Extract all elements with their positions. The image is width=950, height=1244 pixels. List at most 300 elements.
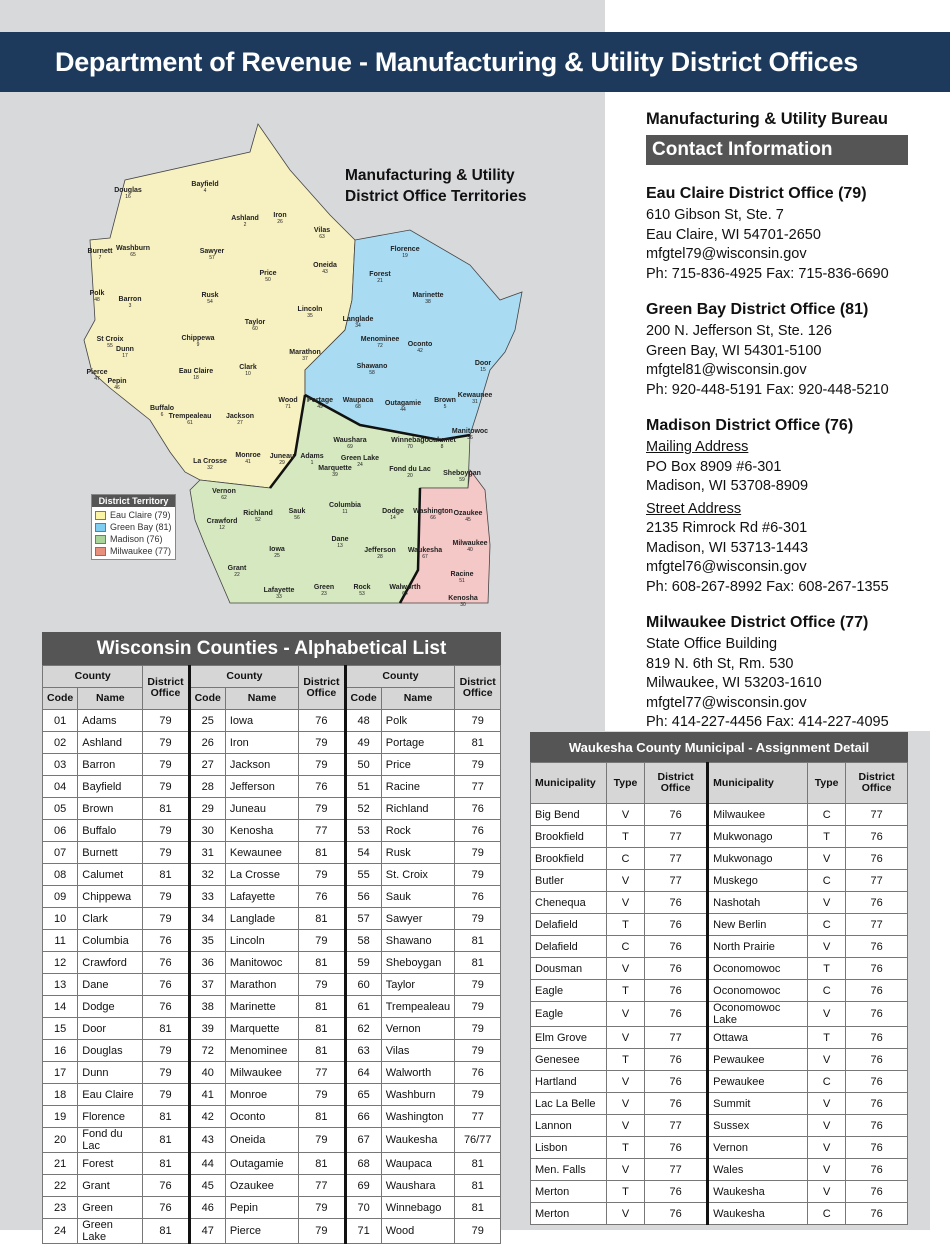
- county-code: 58: [345, 930, 381, 952]
- county-district-office: 81: [299, 842, 345, 864]
- county-code: 63: [345, 1040, 381, 1062]
- municipality-type: V: [607, 1115, 645, 1137]
- map-county-label: [382, 508, 404, 522]
- county-label-code: 72: [377, 343, 383, 349]
- table-row: [43, 1153, 501, 1175]
- map-county-label: [191, 181, 218, 195]
- table-row: [43, 1106, 501, 1128]
- county-name: Ashland: [78, 732, 143, 754]
- table-row: [43, 842, 501, 864]
- county-code: 27: [189, 754, 225, 776]
- map-county-label: [408, 547, 442, 561]
- county-code: 41: [189, 1084, 225, 1106]
- municipality-name: Delafield: [531, 914, 607, 936]
- map-county-label: [269, 546, 285, 560]
- county-label-name: Milwaukee: [452, 540, 488, 547]
- municipality-name: Pewaukee: [708, 1071, 808, 1093]
- county-name: Chippewa: [78, 886, 143, 908]
- map-county-label: [385, 400, 421, 414]
- office-label: Office: [861, 782, 892, 794]
- municipality-district-office: 76: [846, 1115, 908, 1137]
- county-label-code: 12: [219, 525, 225, 531]
- county-label-name: Adams: [300, 453, 324, 460]
- map-county-label: [357, 363, 388, 377]
- county-code: 61: [345, 996, 381, 1018]
- office-label: Office: [150, 686, 181, 699]
- county-label-code: 34: [355, 323, 361, 329]
- county-label-name: Crawford: [206, 518, 238, 525]
- waukesha-table: [530, 762, 908, 1225]
- county-name: Dunn: [78, 1062, 143, 1084]
- county-district-office: 79: [455, 1219, 501, 1244]
- office-contact-line: Ph: 608-267-8992 Fax: 608-267-1355: [646, 578, 889, 595]
- map-county-label: [314, 584, 334, 598]
- county-code: 59: [345, 952, 381, 974]
- county-district-office: 79: [299, 1128, 345, 1153]
- municipality-name: Men. Falls: [531, 1159, 607, 1181]
- table-row: [43, 1197, 501, 1219]
- county-district-office: 79: [455, 1084, 501, 1106]
- map-county-label: [207, 518, 238, 532]
- district-label: District: [459, 675, 496, 688]
- map-county-label: [313, 262, 337, 276]
- county-name: Douglas: [78, 1040, 143, 1062]
- municipality-district-office: 76: [645, 1093, 708, 1115]
- county-label-name: Oconto: [407, 341, 433, 348]
- office-contact-line: 2135 Rimrock Rd #6-301: [646, 520, 808, 536]
- county-label-name: Eau Claire: [178, 368, 214, 375]
- county-label-name: Trempealeau: [168, 413, 212, 420]
- county-label-code: 17: [122, 353, 128, 359]
- county-code: 70: [345, 1197, 381, 1219]
- municipality-district-office: 77: [645, 1027, 708, 1049]
- municipality-district-office: 76: [645, 914, 708, 936]
- county-district-office: 77: [299, 820, 345, 842]
- table-row: [531, 870, 908, 892]
- county-header: County: [345, 666, 455, 688]
- table-row: [531, 1159, 908, 1181]
- municipality-type: T: [808, 826, 846, 848]
- municipality-name: Waukesha: [708, 1181, 808, 1203]
- municipality-type: V: [808, 1115, 846, 1137]
- county-code: 11: [43, 930, 78, 952]
- county-label-name: Calumet: [428, 437, 456, 444]
- office-contact-line: Ph: 715-836-4925 Fax: 715-836-6690: [646, 265, 889, 282]
- county-name: Fond du Lac: [78, 1128, 143, 1153]
- county-label-name: Richland: [243, 510, 273, 517]
- county-label-name: Dodge: [382, 508, 404, 515]
- map-county-label: [413, 508, 453, 522]
- municipality-type: T: [607, 1181, 645, 1203]
- county-label-name: Oneida: [313, 262, 337, 269]
- municipality-district-office: 76: [846, 1137, 908, 1159]
- table-row: [531, 892, 908, 914]
- county-label-name: Fond du Lac: [389, 466, 431, 473]
- name-header: Name: [225, 688, 298, 710]
- municipality-name: Oconomowoc: [708, 958, 808, 980]
- county-district-office: 77: [455, 1106, 501, 1128]
- county-label-name: Door: [474, 360, 492, 367]
- map-county-label: [361, 336, 400, 350]
- district-office-header: [846, 763, 908, 804]
- municipality-district-office: 77: [645, 848, 708, 870]
- office-contact-line: 610 Gibson St, Ste. 7: [646, 207, 784, 223]
- municipality-type: V: [607, 1203, 645, 1225]
- municipality-name: Eagle: [531, 980, 607, 1002]
- mailing-address-label: Mailing Address: [646, 439, 749, 455]
- table-row: [531, 980, 908, 1002]
- municipality-name: Lisbon: [531, 1137, 607, 1159]
- county-district-office: 79: [143, 886, 189, 908]
- office-contact-line[interactable]: mfgtel77@wisconsin.gov: [646, 694, 807, 711]
- map-county-label: [307, 397, 333, 411]
- page-title: Department of Revenue - Manufacturing & Utility District Offices: [0, 32, 950, 92]
- office-contact-line: Ph: 414-227-4456 Fax: 414-227-4095: [646, 714, 889, 730]
- district-label: District: [303, 675, 340, 688]
- county-district-office: 79: [299, 1084, 345, 1106]
- municipality-district-office: 77: [645, 870, 708, 892]
- county-label-code: 48: [94, 297, 100, 303]
- map-county-label: [389, 466, 431, 480]
- county-name: Marinette: [225, 996, 298, 1018]
- county-code: 60: [345, 974, 381, 996]
- county-code: 53: [345, 820, 381, 842]
- municipality-district-office: 76: [846, 1071, 908, 1093]
- county-label-code: 52: [255, 517, 261, 523]
- map-county-label: [278, 397, 297, 411]
- legend-item: [92, 521, 175, 533]
- county-code: 26: [189, 732, 225, 754]
- county-name: Pepin: [225, 1197, 298, 1219]
- table-row: [43, 930, 501, 952]
- map-county-label: [226, 413, 254, 427]
- county-district-office: 81: [143, 864, 189, 886]
- street-address-label: Street Address: [646, 500, 742, 517]
- municipality-district-office: 77: [645, 1159, 708, 1181]
- map-county-label: [235, 452, 260, 466]
- office-contact-line: State Office Building: [646, 636, 778, 652]
- bureau-title: Manufacturing & Utility Bureau: [646, 110, 889, 128]
- name-header: Name: [381, 688, 455, 710]
- table-row: [43, 1062, 501, 1084]
- county-label-name: Portage: [306, 397, 334, 404]
- code-header: Code: [189, 688, 225, 710]
- county-name: Adams: [78, 710, 143, 732]
- name-header: Name: [78, 688, 143, 710]
- county-name: Dane: [78, 974, 143, 996]
- map-county-label: [116, 346, 134, 360]
- municipality-type: V: [607, 958, 645, 980]
- county-label-code: 57: [209, 255, 215, 261]
- office-contact-line[interactable]: mfgtel79@wisconsin.gov: [646, 246, 807, 262]
- county-code: 07: [43, 842, 78, 864]
- county-district-office: 79: [143, 710, 189, 732]
- county-name: Calumet: [78, 864, 143, 886]
- municipality-name: Waukesha: [708, 1203, 808, 1225]
- county-district-office: 81: [143, 1219, 189, 1244]
- county-label-code: 67: [422, 554, 428, 560]
- county-district-office: 77: [455, 776, 501, 798]
- county-name: Iron: [225, 732, 298, 754]
- county-label-code: 33: [276, 594, 282, 600]
- map-county-label: [90, 290, 105, 304]
- county-code: 72: [189, 1040, 225, 1062]
- municipality-district-office: 77: [645, 1115, 708, 1137]
- county-name: Jackson: [225, 754, 298, 776]
- municipality-name: Wales: [708, 1159, 808, 1181]
- county-code: 32: [189, 864, 225, 886]
- county-code: 69: [345, 1175, 381, 1197]
- municipality-district-office: 76: [645, 1181, 708, 1203]
- municipality-district-office: 76: [846, 1027, 908, 1049]
- county-name: Iowa: [225, 710, 298, 732]
- county-name: Ozaukee: [225, 1175, 298, 1197]
- county-name: Juneau: [225, 798, 298, 820]
- map-county-label: [452, 428, 488, 442]
- municipality-name: Merton: [531, 1181, 607, 1203]
- municipality-type: V: [808, 848, 846, 870]
- county-label-code: 32: [207, 465, 213, 471]
- county-label-code: 37: [302, 356, 308, 362]
- county-label-name: Ozaukee: [453, 510, 483, 517]
- county-district-office: 79: [299, 864, 345, 886]
- county-label-name: Sauk: [288, 508, 306, 515]
- county-label-code: 27: [237, 420, 243, 426]
- county-label-code: 5: [443, 404, 447, 410]
- district-office-header: [299, 666, 345, 710]
- county-district-office: 79: [143, 1084, 189, 1106]
- municipality-district-office: 76: [645, 936, 708, 958]
- municipality-district-office: 76: [846, 1093, 908, 1115]
- table-row: [43, 1040, 501, 1062]
- county-code: 66: [345, 1106, 381, 1128]
- legend-item: [92, 509, 175, 521]
- table-row: [531, 804, 908, 826]
- county-label-name: Menominee: [360, 336, 400, 343]
- county-code: 33: [189, 886, 225, 908]
- county-label-name: Monroe: [235, 452, 261, 459]
- county-label-code: 61: [187, 420, 193, 426]
- county-label-code: 23: [321, 591, 327, 597]
- county-label-code: 58: [369, 370, 375, 376]
- municipality-type: V: [808, 1181, 846, 1203]
- county-district-office: 79: [143, 732, 189, 754]
- county-label-name: Winnebago: [391, 437, 429, 444]
- county-district-office: 79: [455, 842, 501, 864]
- county-name: Eau Claire: [78, 1084, 143, 1106]
- office-label: Office: [462, 686, 493, 699]
- municipality-name: Mukwonago: [708, 848, 808, 870]
- county-district-office: 79: [143, 842, 189, 864]
- county-label-code: 50: [265, 277, 271, 283]
- county-label-code: 3: [128, 303, 132, 309]
- county-label-name: Sheboygan: [443, 470, 481, 477]
- municipality-type: T: [808, 1027, 846, 1049]
- county-name: Oneida: [225, 1128, 298, 1153]
- municipality-type: C: [808, 804, 846, 826]
- map-county-label: [169, 413, 212, 427]
- municipality-type: C: [607, 936, 645, 958]
- municipality-name: Eagle: [531, 1002, 607, 1027]
- office-contact-line: Green Bay, WI 54301-5100: [646, 342, 822, 359]
- county-district-office: 79: [299, 930, 345, 952]
- county-district-office: 81: [455, 732, 501, 754]
- municipality-type: T: [607, 1137, 645, 1159]
- office-contact-line: Milwaukee, WI 53203-1610: [646, 675, 822, 691]
- municipality-district-office: 76: [645, 1137, 708, 1159]
- county-label-code: 46: [114, 385, 120, 391]
- county-district-office: 79: [299, 1197, 345, 1219]
- county-name: Outagamie: [225, 1153, 298, 1175]
- district-office-contact: [646, 614, 908, 733]
- county-code: 19: [43, 1106, 78, 1128]
- municipality-type: V: [808, 892, 846, 914]
- legend-swatch: [95, 535, 106, 544]
- county-code: 54: [345, 842, 381, 864]
- county-label-code: 45: [465, 517, 471, 523]
- district-label: District: [858, 771, 895, 783]
- county-district-office: 79: [299, 754, 345, 776]
- county-name: Clark: [78, 908, 143, 930]
- county-name: Marquette: [225, 1018, 298, 1040]
- municipality-name: Genesee: [531, 1049, 607, 1071]
- county-code: 09: [43, 886, 78, 908]
- municipality-type: T: [607, 980, 645, 1002]
- county-label-name: Green: [313, 584, 335, 591]
- contact-info-heading: Contact Information: [646, 135, 908, 165]
- municipality-type: V: [607, 1027, 645, 1049]
- map-county-label: [239, 364, 257, 378]
- county-code: 35: [189, 930, 225, 952]
- county-district-office: 79: [455, 754, 501, 776]
- county-label-name: Jackson: [225, 413, 255, 420]
- county-name: Waukesha: [381, 1128, 455, 1153]
- table-row: [43, 732, 501, 754]
- county-label-name: Jefferson: [364, 547, 396, 554]
- district-office-contact: [646, 301, 908, 400]
- county-label-code: 51: [459, 578, 465, 584]
- county-label-name: Marathon: [289, 349, 321, 356]
- map-county-label: [390, 246, 419, 260]
- county-label-code: 68: [355, 404, 361, 410]
- municipality-district-office: 76: [645, 1203, 708, 1225]
- table-row: [43, 754, 501, 776]
- county-name: Taylor: [381, 974, 455, 996]
- legend-label: Green Bay (81): [110, 522, 172, 532]
- municipality-type: C: [808, 1203, 846, 1225]
- office-contact-line: Eau Claire, WI 54701-2650: [646, 226, 821, 243]
- county-label-name: Waupaca: [342, 397, 374, 404]
- county-label-code: 11: [342, 509, 348, 515]
- county-label-name: Grant: [227, 565, 247, 572]
- county-name: Oconto: [225, 1106, 298, 1128]
- map-county-label: [231, 215, 259, 229]
- county-label-name: Columbia: [329, 502, 361, 509]
- map-county-label: [475, 360, 491, 374]
- county-district-office: 79: [143, 1062, 189, 1084]
- county-label-code: 53: [359, 591, 365, 597]
- office-contact-line[interactable]: mfgtel81@wisconsin.gov: [646, 362, 807, 378]
- table-row: [43, 864, 501, 886]
- county-label-code: 62: [221, 495, 227, 501]
- county-name: Polk: [381, 710, 455, 732]
- county-label-name: Taylor: [244, 319, 266, 326]
- county-name: Trempealeau: [381, 996, 455, 1018]
- municipality-district-office: 76: [645, 958, 708, 980]
- legend-swatch: [95, 547, 106, 556]
- county-name: Langlade: [225, 908, 298, 930]
- wisconsin-district-map: [0, 92, 605, 622]
- office-contact-line[interactable]: mfgtel76@wisconsin.gov: [646, 559, 807, 575]
- county-code: 44: [189, 1153, 225, 1175]
- table-row: [43, 820, 501, 842]
- table-row: [531, 936, 908, 958]
- county-label-name: Racine: [450, 571, 474, 578]
- county-label-code: 47: [94, 376, 100, 382]
- legend-item: [92, 545, 175, 557]
- municipality-type: T: [607, 914, 645, 936]
- district-label: District: [657, 771, 694, 783]
- table-row: [43, 1018, 501, 1040]
- county-name: Jefferson: [225, 776, 298, 798]
- county-code: 25: [189, 710, 225, 732]
- map-county-label: [353, 584, 370, 598]
- municipality-name: Lac La Belle: [531, 1093, 607, 1115]
- map-county-label: [443, 470, 481, 484]
- district-office-header: [455, 666, 501, 710]
- map-county-label: [289, 349, 321, 363]
- county-name: Marathon: [225, 974, 298, 996]
- county-district-office: 81: [455, 952, 501, 974]
- map-county-label: [412, 292, 443, 306]
- county-label-name: Lafayette: [263, 587, 295, 594]
- map-county-label: [458, 392, 493, 406]
- county-code: 47: [189, 1219, 225, 1244]
- county-code: 28: [189, 776, 225, 798]
- county-code: 15: [43, 1018, 78, 1040]
- municipality-name: Oconomowoc Lake: [708, 1002, 808, 1027]
- county-label-code: 69: [347, 444, 353, 450]
- county-label-name: Price: [259, 270, 277, 277]
- county-name: Racine: [381, 776, 455, 798]
- county-label-code: 59: [459, 477, 465, 483]
- county-district-office: 79: [143, 776, 189, 798]
- county-label-code: 7: [98, 255, 102, 261]
- county-district-office: 76: [299, 776, 345, 798]
- county-label-name: Florence: [390, 246, 420, 253]
- county-name: Vilas: [381, 1040, 455, 1062]
- municipality-district-office: 76: [846, 936, 908, 958]
- county-label-name: Clark: [239, 364, 257, 371]
- county-district-office: 79: [143, 1040, 189, 1062]
- map-county-label: [448, 595, 478, 609]
- map-county-label: [434, 397, 456, 411]
- county-label-name: Chippewa: [181, 335, 215, 342]
- county-label-code: 28: [377, 554, 383, 560]
- map-title: [345, 165, 526, 207]
- county-label-code: 21: [377, 278, 383, 284]
- county-code: 24: [43, 1219, 78, 1244]
- county-name: Grant: [78, 1175, 143, 1197]
- county-label-code: 1: [310, 460, 314, 466]
- map-county-label: [245, 319, 266, 333]
- county-code: 12: [43, 952, 78, 974]
- county-district-office: 79: [455, 974, 501, 996]
- municipality-name: Hartland: [531, 1071, 607, 1093]
- county-name: Florence: [78, 1106, 143, 1128]
- municipality-name: Muskego: [708, 870, 808, 892]
- county-label-name: La Crosse: [193, 458, 227, 465]
